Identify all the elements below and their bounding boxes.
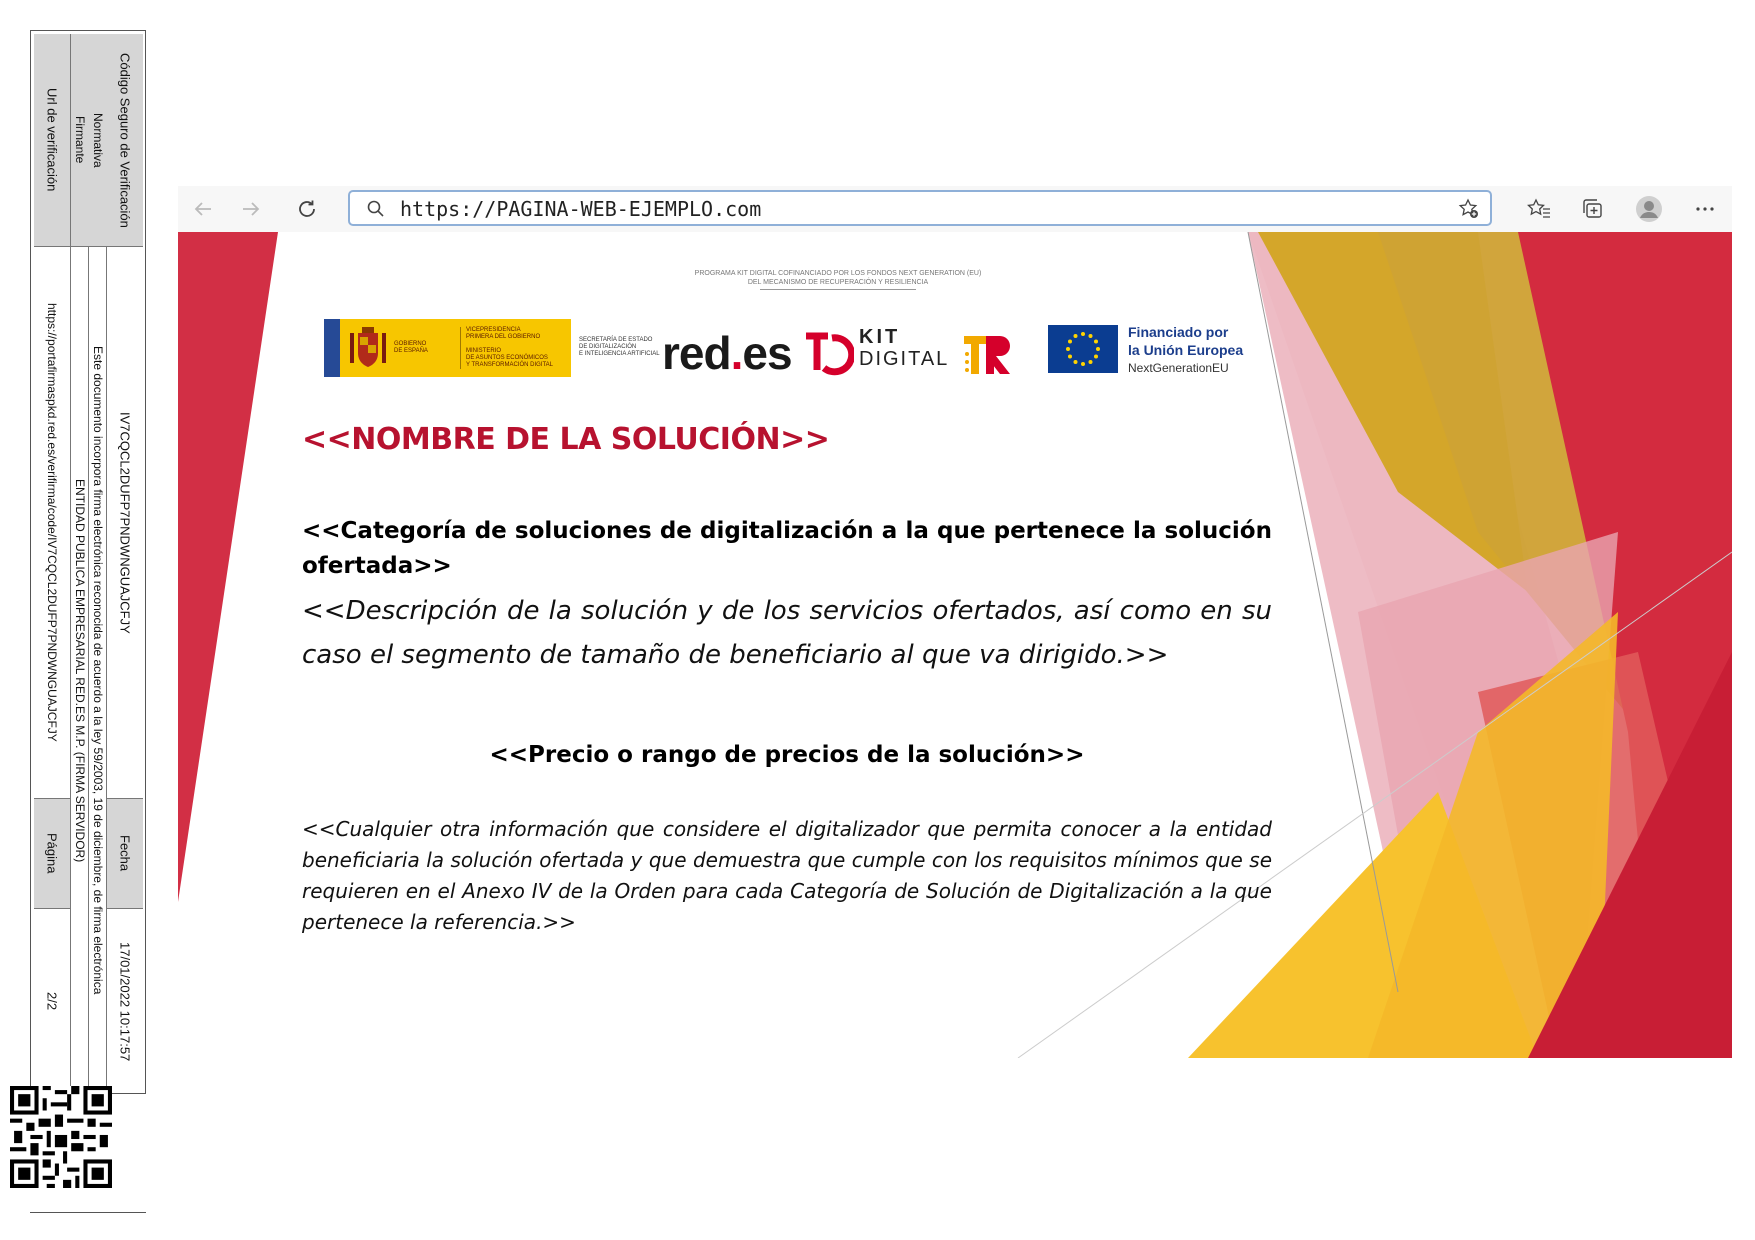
sig-page-label: Página — [44, 833, 60, 874]
signature-strip-bottom-rule — [30, 1212, 146, 1213]
sig-code-label-cell — [107, 34, 143, 247]
sig-date-value: 17/01/2022 10:17:57 — [117, 941, 133, 1062]
sig-page-value: 2/2 — [44, 992, 60, 1011]
sig-norm-label-cell — [89, 34, 107, 247]
collections-icon[interactable] — [1578, 194, 1608, 224]
digital-label: DIGITAL — [859, 348, 950, 370]
sig-code-value-cell — [107, 247, 143, 799]
favorites-icon[interactable] — [1524, 194, 1554, 224]
sig-signer-label: Firmante — [73, 116, 87, 164]
program-caption-line1: PROGRAMA KIT DIGITAL COFINANCIADO POR LOS FONDOS NEXT GENERATION (EU) — [694, 270, 982, 277]
sig-page-label-cell — [34, 799, 70, 909]
red-es-end: es — [742, 327, 792, 379]
spain-coat-of-arms-icon — [348, 327, 388, 369]
gob-label: GOBIERNO DE ESPAÑA — [394, 341, 428, 354]
sig-url-label-cell — [34, 34, 70, 247]
gobierno-espana-logo — [324, 319, 660, 377]
red-es-logo — [662, 326, 792, 380]
solution-price: <<Precio o rango de precios de la solución>> — [489, 742, 1085, 768]
browser-window — [178, 186, 1732, 1058]
caption-rule — [760, 289, 916, 290]
add-favorite-icon[interactable] — [1458, 198, 1480, 220]
sig-url-value[interactable]: https://portafirmaspkd.red.es/verifirma/code/IV7CQCL2DUFP7PNDWNGUAJCFJY — [45, 303, 59, 742]
forward-arrow-icon[interactable] — [236, 194, 266, 224]
sig-page-value-cell — [34, 909, 70, 1094]
address-bar[interactable] — [348, 190, 1492, 226]
refresh-icon[interactable] — [292, 194, 322, 224]
solution-other-info: <<Cualquier otra información que considere el digitalizador que permita conocer a la entidad beneficiaria la solución ofertada y que demuestra que cumple con los requisitos mínimos que se requieren en el Anexo IV de la Orden para cada Categoría de Solución de Digitalización a la que pertenece la referencia.>> — [302, 817, 1272, 934]
sig-url-value-cell — [34, 247, 70, 799]
search-icon — [366, 199, 386, 219]
sig-norm-value-cell — [89, 247, 107, 1094]
gob-eu-strip — [324, 319, 340, 377]
solution-category: <<Categoría de soluciones de digitalización a la que pertenece la solución ofertada>> — [302, 518, 1272, 579]
sig-norm-label: Normativa — [91, 112, 105, 168]
sig-signer-value-cell — [71, 247, 89, 1094]
sig-date-value-cell — [107, 909, 143, 1094]
signature-table — [34, 34, 142, 1094]
signature-strip — [30, 30, 146, 1094]
sig-signer-value: ENTIDAD PUBLICA EMPRESARIAL RED.ES M.P. (FIRMA SERVIDOR) — [73, 478, 87, 863]
vicepresidencia-label: VICEPRESIDENCIA PRIMERA DEL GOBIERNO MINISTERIO DE ASUNTOS ECONÓMICOS Y TRANSFORMACIÓN DIGITAL — [466, 327, 554, 368]
eu-flag-icon — [1048, 325, 1118, 373]
sig-date-label-cell — [107, 799, 143, 909]
browser-toolbar — [178, 186, 1732, 232]
solution-description: <<Descripción de la solución y de los servicios ofertados, así como en su caso el segmento de tamaño de beneficiario al que va dirigido.>> — [302, 596, 1272, 670]
sig-code-value[interactable]: IV7CQCL2DUFP7PNDWNGUAJCFJY — [117, 411, 133, 634]
sig-url-label: Url de verificación — [44, 88, 60, 192]
eu-line1: Financiado por — [1128, 324, 1229, 340]
sig-col-code — [106, 34, 143, 1094]
gob-separator — [460, 327, 461, 369]
page-content — [178, 232, 1732, 1058]
solution-name-heading: <<NOMBRE DE LA SOLUCIÓN>> — [302, 422, 830, 457]
profile-icon[interactable] — [1634, 194, 1664, 224]
qr-code-icon — [10, 1086, 112, 1188]
red-es-dot: . — [730, 327, 743, 379]
sig-date-label: Fecha — [117, 835, 133, 872]
sig-col-norm — [88, 34, 107, 1094]
sig-signer-label-cell — [71, 34, 89, 247]
red-es-main: red — [662, 327, 731, 379]
secretaria-label: SECRETARÍA DE ESTADO DE DIGITALIZACIÓN E INTELIGENCIA ARTIFICIAL — [579, 337, 660, 357]
more-icon[interactable] — [1690, 194, 1720, 224]
url-text[interactable]: https://PAGINA-WEB-EJEMPLO.com — [400, 197, 762, 221]
program-caption-line2: DEL MECANISMO DE RECUPERACIÓN Y RESILIENCIA — [747, 279, 929, 286]
eu-line3: NextGenerationEU — [1128, 361, 1229, 375]
plan-recuperacion-logo-icon — [964, 332, 1018, 378]
sig-col-url — [34, 34, 70, 1094]
kit-digital-mark-icon — [802, 330, 854, 378]
back-arrow-icon[interactable] — [188, 194, 218, 224]
sig-norm-value: Este documento incorpora firma electrónica reconocida de acuerdo a la ley 59/2003, 19 de diciembre, de firma electrónica — [91, 346, 105, 995]
eu-line2: la Unión Europea — [1128, 342, 1244, 358]
sig-col-signer — [70, 34, 89, 1094]
sig-code-label: Código Seguro de Verificación — [117, 52, 133, 228]
kit-label: KIT — [859, 326, 901, 348]
